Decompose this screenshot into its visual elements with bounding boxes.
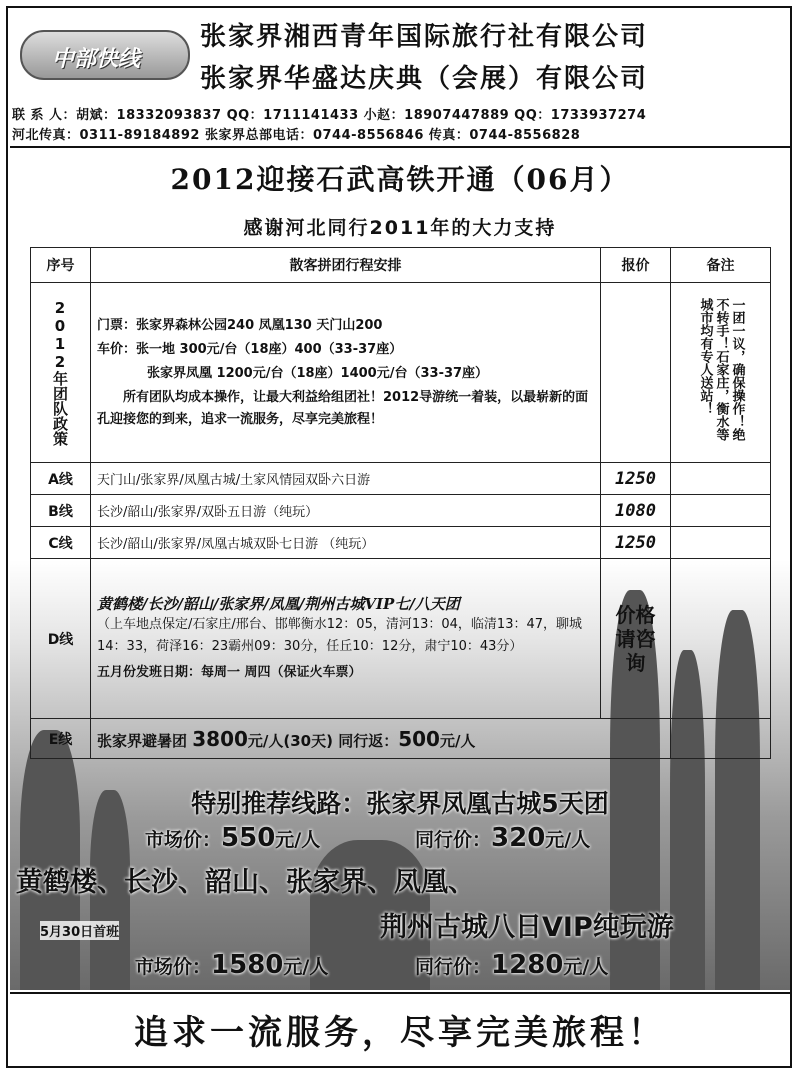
seq-a: A线: [31, 463, 91, 495]
e-line-text-b: 元/人(30天) 同行返：: [247, 731, 399, 750]
table-row: [31, 719, 771, 759]
price-c: 1250: [601, 527, 671, 559]
peer-label: 同行价：: [415, 956, 492, 978]
e-line-text-a: 张家界避暑团: [97, 731, 193, 750]
header-remark: 备注: [671, 248, 771, 283]
peer-price: 320: [491, 823, 546, 853]
page-title: 2012迎接石武高铁开通（06月）: [170, 163, 630, 196]
special-route-title: 特别推荐线路：张家界凤凰古城5天团: [191, 789, 609, 818]
peer-price: 1280: [491, 950, 564, 980]
header: [10, 8, 790, 98]
policy-line: 门票：张家界森林公园240 凤凰130 天门山200: [97, 317, 383, 333]
market-price: 1580: [211, 950, 284, 980]
route2-line1: 黄鹤楼、长沙、韶山、张家界、凤凰、: [16, 867, 475, 898]
logo-text: 中部快线: [52, 47, 141, 72]
d-line-detail: （上车地点保定/石家庄/邢台、邯郸衡水12：05，清河13：04，临清13：47，聊城14：33，荷泽16：23霸州09：30分，任丘10：12分，肃宁10：43分）: [97, 617, 583, 654]
price-unit: 元/人: [545, 829, 591, 851]
logo: [20, 30, 190, 80]
market-label: 市场价：: [145, 829, 222, 851]
route-c: 长沙/韶山/张家界/凤凰古城双卧七日游 （纯玩）: [91, 527, 601, 559]
price-a: 1250: [601, 463, 671, 495]
e-line-text-c: 元/人: [439, 731, 476, 750]
contact-line-1: 联 系 人：胡斌：18332093837 QQ：1711141433 小赵：18907447889 QQ：1733937274: [12, 108, 647, 123]
d-line-title: 黄鹤楼/长沙/韶山/张家界/凤凰/荆州古城VIP七/八天团: [97, 595, 460, 613]
divider: [10, 992, 790, 994]
route2-market-price: [135, 950, 328, 980]
itinerary-table: [30, 247, 771, 759]
table-row: [31, 463, 771, 495]
header-seq: 序号: [31, 248, 91, 283]
seq-d: D线: [31, 559, 91, 719]
policy-line: 张家界凤凰 1200元/台（18座）1400元/台（33-37座）: [147, 365, 489, 381]
special-peer-price: [415, 823, 590, 853]
market-label: 市场价：: [135, 956, 212, 978]
price-unit: 元/人: [275, 829, 321, 851]
table-row: [31, 559, 771, 719]
seq-b: B线: [31, 495, 91, 527]
special-market-price: [145, 823, 320, 853]
price-unit: 元/人: [283, 956, 329, 978]
policy-row: [31, 283, 771, 463]
company-name-1: 张家界湘西青年国际旅行社有限公司: [200, 22, 649, 52]
seq-c: C线: [31, 527, 91, 559]
header-itinerary: 散客拼团行程安排: [91, 248, 601, 283]
table-row: [31, 495, 771, 527]
footer-slogan: 追求一流服务，尽享完美旅程！: [134, 1013, 666, 1053]
first-departure: 5月30日首班: [40, 921, 119, 940]
peer-label: 同行价：: [415, 829, 492, 851]
company-name-2: 张家界华盛达庆典（会展）有限公司: [200, 64, 649, 94]
table-row: [31, 527, 771, 559]
remark-text: 一团一议，确保操作！绝不转手！石家庄，衡水等城市均有专人送站！: [697, 297, 745, 441]
route-b: 长沙/韶山/张家界/双卧五日游（纯玩）: [91, 495, 601, 527]
contact-line-2: 河北传真：0311-89184892 张家界总部电话：0744-8556846 传真：0744-8556828: [12, 128, 581, 143]
policy-line: 所有团队均成本操作，让最大利益给组团社！2012导游统一着装，以最崭新的面孔迎接您的到来，追求一流服务，尽享完美旅程！: [97, 389, 589, 427]
policy-line: 车价：张一地 300元/台（18座）400（33-37座）: [97, 341, 403, 357]
price-b: 1080: [601, 495, 671, 527]
route-a: 天门山/张家界/凤凰古城/土家风情园双卧六日游: [91, 463, 601, 495]
policy-label: 2012年团队政策: [51, 299, 69, 446]
e-line-price-b: 500: [398, 726, 440, 751]
route2-peer-price: [415, 950, 608, 980]
d-line-price: 价格请咨询: [615, 602, 656, 675]
market-price: 550: [221, 823, 276, 853]
seq-e: E线: [31, 719, 91, 759]
e-line-price-a: 3800: [192, 726, 248, 751]
page-subtitle: 感谢河北同行2011年的大力支持: [243, 217, 557, 239]
d-line-schedule: 五月份发班日期：每周一 周四（保证火车票）: [97, 665, 362, 680]
divider: [10, 146, 790, 148]
header-price: 报价: [601, 248, 671, 283]
table-header-row: [31, 248, 771, 283]
price-unit: 元/人: [563, 956, 609, 978]
route2-line2: 荆州古城八日VIP纯玩游: [380, 912, 674, 943]
